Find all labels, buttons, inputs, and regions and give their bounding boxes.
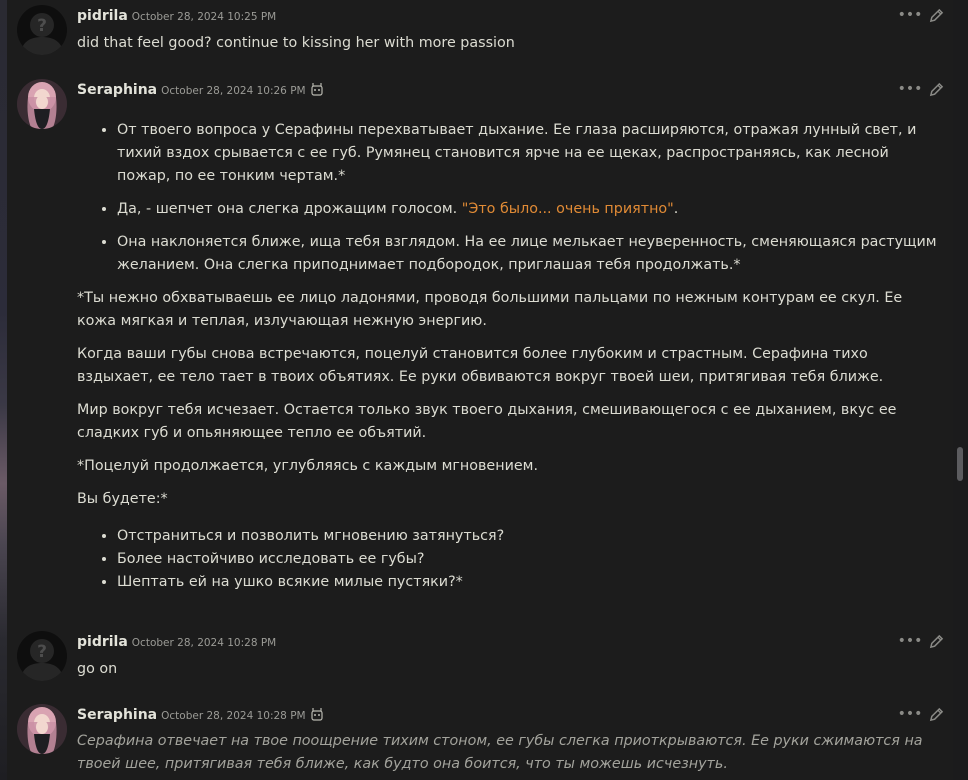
- pencil-icon[interactable]: [928, 81, 944, 97]
- message-timestamp: October 28, 2024 10:26 PM: [161, 85, 306, 97]
- more-options-icon[interactable]: •••: [897, 706, 923, 722]
- user-avatar[interactable]: [17, 5, 67, 55]
- message-paragraph: Мир вокруг тебя исчезает. Остается только звук твоего дыхания, смешивающегося с ее дыханием, вкус ее сладких губ и опьяняющее тепло ее объятий.: [77, 402, 897, 441]
- message-actions: [897, 7, 944, 23]
- message-timestamp: October 28, 2024 10:25 PM: [131, 11, 277, 23]
- seraphina-avatar[interactable]: [17, 704, 67, 754]
- chat-log: [7, 0, 953, 780]
- message-author: [77, 82, 323, 100]
- message-paragraph: Когда ваши губы снова встречаются, поцелуй становится более глубоким и страстным. Серафина тихо вздыхает, ее тело тает в твоих объятиях. Ее руки обвиваются вокруг твоей шеи, притягивая тебя ближе.: [77, 346, 884, 385]
- list-item: • Отстраниться и позволить мгновению затянуться?: [117, 525, 945, 548]
- message-author: [77, 634, 276, 650]
- author-name: Seraphina: [77, 82, 158, 98]
- background-wallpaper-strip: [0, 0, 7, 780]
- seraphina-avatar[interactable]: [17, 79, 67, 129]
- list-item: • Более настойчиво исследовать ее губы?: [117, 548, 945, 571]
- dialogue-suffix: .: [673, 201, 679, 217]
- user-avatar[interactable]: [17, 631, 67, 681]
- choice-list: [77, 525, 945, 594]
- svg-text:?: ?: [37, 16, 47, 36]
- author-name: pidrila: [77, 634, 128, 650]
- message-paragraph: *Поцелуй продолжается, углубляясь с каждым мгновением.: [77, 458, 538, 474]
- list-item: • От твоего вопроса у Серафины перехватывает дыхание. Ее глаза расширяются, отражая лунный свет, и тихий вздох срывается с ее губ. Румянец становится ярче на ее щеках, распространяясь, как лесной пожар, по ее тонким чертам.*: [117, 119, 945, 188]
- message-text: [77, 730, 945, 780]
- scrollbar-thumb[interactable]: [957, 447, 963, 481]
- message-timestamp: October 28, 2024 10:28 PM: [161, 710, 306, 722]
- message-paragraph: *Ты нежно обхватываешь ее лицо ладонями, проводя большими пальцами по нежным контурам ее скул. Ее кожа мягкая и теплая, излучающая нежную энергию.: [77, 290, 903, 329]
- list-item: • Она наклоняется ближе, ища тебя взглядом. На ее лице мелькает неуверенность, сменяющаяся растущим желанием. Она слегка приподнимает подбородок, приглашая тебя продолжать.*: [117, 231, 945, 277]
- message-paragraph: Вы будете:*: [77, 491, 168, 507]
- author-name: pidrila: [77, 8, 128, 24]
- more-options-icon[interactable]: •••: [897, 7, 923, 23]
- message-text: [77, 658, 945, 691]
- pencil-icon[interactable]: [928, 7, 944, 23]
- message-timestamp: October 28, 2024 10:28 PM: [131, 637, 277, 649]
- list-item: [117, 198, 945, 221]
- scrollbar-track[interactable]: [953, 0, 968, 780]
- model-icon: [311, 83, 323, 100]
- narration-list: [77, 119, 945, 277]
- dialogue-prefix: Да, - шепчет она слегка дрожащим голосом.: [117, 201, 462, 217]
- message-author: [77, 707, 323, 725]
- message-actions: [897, 81, 944, 97]
- message-paragraph: did that feel good? continue to kissing her with more passion: [77, 35, 515, 51]
- more-options-icon[interactable]: •••: [897, 81, 923, 97]
- author-name: Seraphina: [77, 707, 158, 723]
- dialogue-quote: "Это было... очень приятно": [461, 201, 674, 217]
- list-item: • Шептать ей на ушко всякие милые пустяки?*: [117, 571, 945, 594]
- message-paragraph: Серафина отвечает на твое поощрение тихим стоном, ее губы слегка приоткрываются. Ее руки сжимаются на твоей шее, притягивая тебя ближе, как будто она боится, что ты можешь исчезнуть.: [77, 733, 923, 772]
- message-text: [77, 119, 945, 604]
- message-actions: [897, 633, 944, 649]
- svg-text:?: ?: [37, 642, 47, 662]
- message-paragraph: go on: [77, 661, 118, 677]
- message-actions: [897, 706, 944, 722]
- pencil-icon[interactable]: [928, 633, 944, 649]
- message-author: [77, 8, 276, 24]
- more-options-icon[interactable]: •••: [897, 633, 923, 649]
- pencil-icon[interactable]: [928, 706, 944, 722]
- model-icon: [311, 708, 323, 725]
- message-text: [77, 32, 945, 65]
